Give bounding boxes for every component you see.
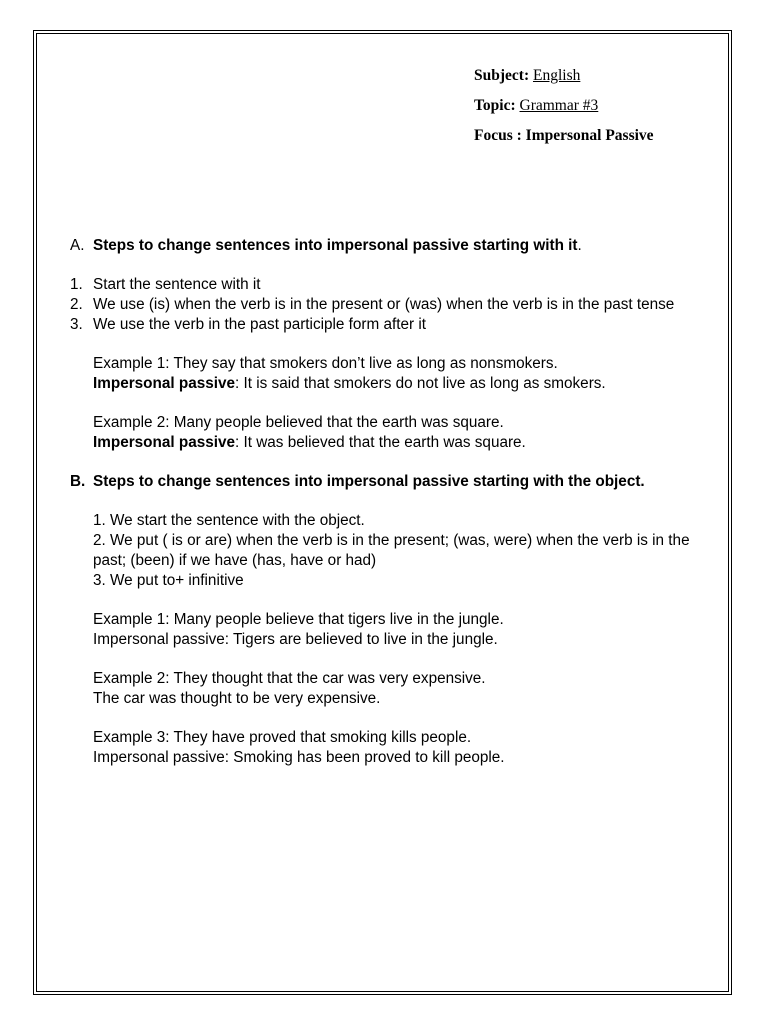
section-a-step [70, 275, 722, 295]
section-b-heading [70, 472, 722, 492]
section-b-step: 3. We put to+ infinitive [93, 572, 244, 589]
section-a-example [70, 354, 722, 394]
step-text: We use the verb in the past participle form after it [93, 316, 427, 333]
example-answer: The car was thought to be very expensive. [93, 690, 381, 707]
section-a-marker: A. [70, 237, 85, 254]
subject-line [474, 61, 654, 91]
section-a-step [70, 315, 722, 335]
section-a-step [70, 295, 722, 315]
example-answer: : It is said that smokers do not live as long as smokers. [235, 375, 606, 392]
step-number: 2. [70, 296, 83, 313]
example-answer: : It was believed that the earth was square. [235, 434, 526, 451]
step-text: Start the sentence with it [93, 276, 261, 293]
impersonal-passive-label: Impersonal passive [93, 375, 235, 392]
subject-value: English [532, 67, 581, 84]
section-a-title: Steps to change sentences into impersonal passive starting with it [93, 237, 578, 254]
impersonal-passive-label: Impersonal passive [93, 434, 235, 451]
focus-line [474, 121, 654, 151]
step-text: We use (is) when the verb is in the present or (was) when the verb is in the past tense [93, 296, 675, 313]
section-b-marker: B. [70, 473, 86, 490]
section-b-steps [70, 511, 722, 591]
section-b-example [70, 728, 722, 768]
example-answer: Impersonal passive: Smoking has been proved to kill people. [93, 749, 505, 766]
section-b-title: Steps to change sentences into impersonal passive starting with the object. [93, 473, 645, 490]
step-number: 1. [70, 276, 83, 293]
focus-label: Focus : [474, 127, 522, 144]
focus-value: Impersonal Passive [525, 127, 654, 144]
section-b-example [70, 610, 722, 650]
document-body [70, 236, 722, 768]
section-b-step: 1. We start the sentence with the object. [93, 512, 365, 529]
subject-label: Subject: [474, 67, 530, 84]
section-a-heading [70, 236, 722, 256]
section-a-example [70, 413, 722, 453]
step-number: 3. [70, 316, 83, 333]
example-sentence: Example 1: They say that smokers don’t live as long as nonsmokers. [93, 355, 558, 372]
example-sentence: Example 3: They have proved that smoking kills people. [93, 729, 472, 746]
example-sentence: Example 2: They thought that the car was very expensive. [93, 670, 486, 687]
example-sentence: Example 1: Many people believe that tigers live in the jungle. [93, 611, 504, 628]
example-sentence: Example 2: Many people believed that the earth was square. [93, 414, 504, 431]
topic-line [474, 91, 654, 121]
section-b-step: 2. We put ( is or are) when the verb is in the present; (was, were) when the verb is in the past; (been) if we have (has, have or had) [93, 532, 690, 569]
topic-label: Topic: [474, 97, 516, 114]
example-answer: Impersonal passive: Tigers are believed to live in the jungle. [93, 631, 498, 648]
section-a-title-end: . [577, 237, 582, 254]
section-b-example [70, 669, 722, 709]
document-header [474, 61, 654, 151]
topic-value: Grammar #3 [519, 97, 599, 114]
